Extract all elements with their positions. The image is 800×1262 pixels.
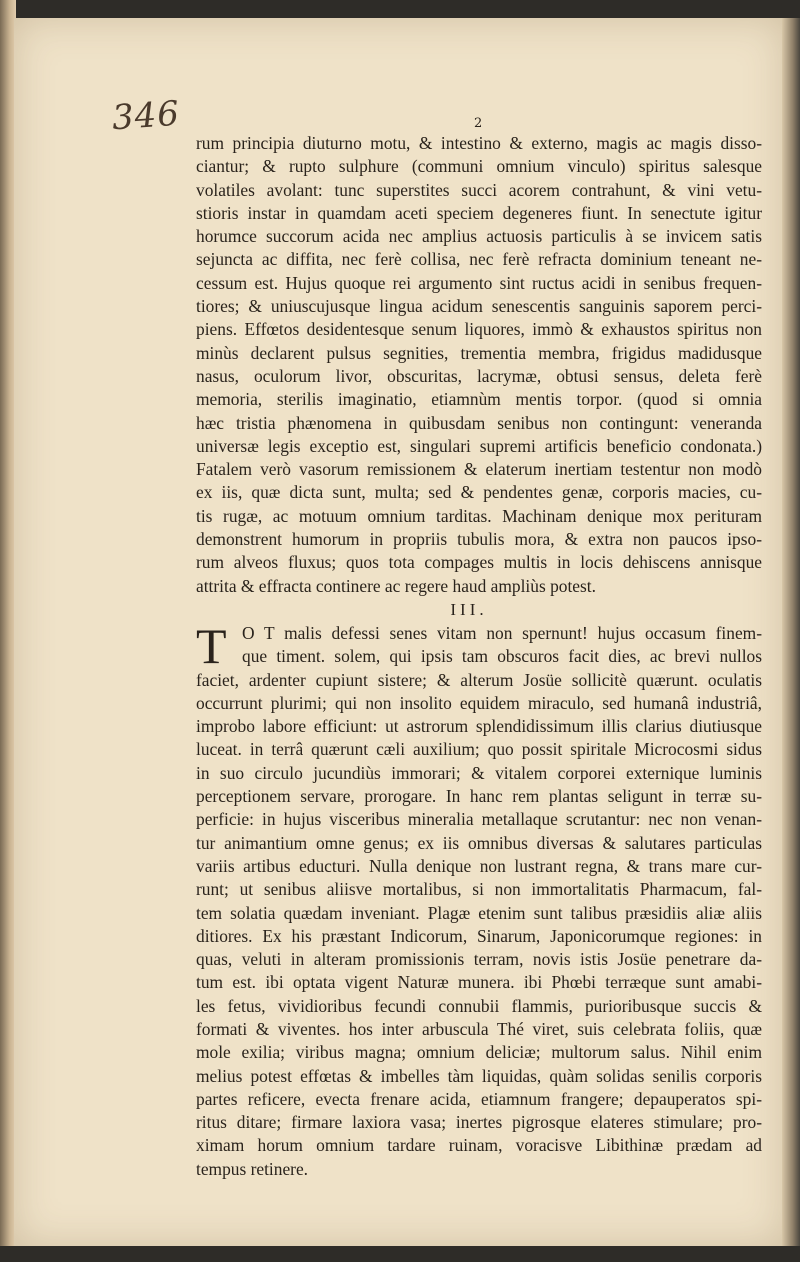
text-line: melius potest effœtas & imbelles tàm liquidas, quàm solidas senilis corporis [196,1065,762,1086]
text-line: universæ legis exceptio est, singulari supremi artificis beneficio condonata.) [196,435,762,456]
text-line: ciantur; & rupto sulphure (communi omnium vinculo) spiritus salesque [196,156,762,177]
text-line: O T malis defessi senes vitam non spernunt! hujus occasum finem- [242,622,762,643]
text-line: ex iis, quæ dicta sunt, multa; sed & pendentes genæ, corporis macies, cu- [196,482,762,503]
scan-bottom-border [0,1246,800,1262]
text-line: ditiores. Ex his præstant Indicorum, Sinarum, Japonicorumque regiones: in [196,925,762,946]
text-line: horumce succorum acida nec amplius actuosis particulis à se invicem satis [196,226,762,247]
text-line: memoria, sterilis imaginatio, etiamnùm mentis torpor. (quod si omnia [196,389,762,410]
text-line: tis rugæ, ac motuum omnium tarditas. Machinam denique mox perituram [196,505,762,526]
page-edge-shadow [782,18,800,1246]
text-line: luceat. in terrâ quærunt cæli auxilium; quo possit spiritale Microcosmi sidus [196,739,762,760]
text-line: rum alveos fluxus; quos tota compages multis in locis dehiscens annisque [196,552,762,573]
text-line: demonstrent humorum in propriis tubulis mora, & extra non paucos ipso- [196,529,762,550]
text-line: ritus ditare; firmare laxiora vasa; inertes pigrosque elateres stimulare; pro- [196,1112,762,1133]
text-line: attrita & effracta continere ac regere haud ampliùs potest. [196,575,596,596]
section-three-text [196,617,762,1181]
text-line: cessum est. Hujus quoque rei argumento sint ructus acidi in senibus frequen- [196,272,762,293]
text-line: variis artibus educturi. Nulla denique non lustrant regna, & trans mare cur- [196,855,762,876]
text-line: quas, veluti in alteram promissionis terram, novis istis Josüe penetrare da- [196,949,762,970]
text-line: tempus retinere. [196,1158,309,1179]
text-line: formati & viventes. hos inter arbuscula Thé viret, suis celebrata foliis, quæ [196,1018,762,1039]
text-line: hæc tristia phænomena in quibusdam senibus non contingunt: veneranda [196,412,762,433]
text-line: occurrunt plurimi; qui non insolito equidem miraculo, sed humanâ industriâ, [196,692,762,713]
text-line: rum principia diuturno motu, & intestino & externo, magis ac magis disso- [196,133,762,153]
text-line: tiores; & uniuscujusque lingua acidum senescentis sanguinis saporem perci- [196,296,762,317]
text-line: in suo circulo jucundiùs immorari; & vitalem corporei externique luminis [196,762,762,783]
drop-capital: T [196,617,227,674]
text-line: que timent. solem, qui ipsis tam obscuros facit dies, ac brevi nullos [242,646,762,667]
scan-top-border [0,0,800,20]
text-line: volatiles avolant: tunc superstites succi acorem contrahunt, & vini vetu- [196,179,762,200]
text-line: faciet, ardenter cupiunt sistere; & alterum Josüe sollicitè quærunt. oculatis [196,669,762,690]
text-line: perceptionem servare, prorogare. In hanc rem plantas seligunt in terræ su- [196,786,762,807]
text-line: Fatalem verò vasorum remissionem & elaterum inertiam testentur non modò [196,459,762,480]
section-continued-text [196,132,762,598]
section-three [196,617,762,1181]
text-line: tem solatia quædam inveniant. Plagæ etenim sunt talibus præsidiis aliæ aliis [196,902,762,923]
text-line: improbo labore efficiunt: ut astrorum splendidissimum illis clarius diutiusque [196,716,762,737]
text-line: stioris instar in quamdam aceti speciem degeneres fiunt. In senectute igitur [196,202,762,223]
text-line: ximam horum omnium tardare ruinam, voracisve Libithinæ prædam ad [196,1135,762,1156]
text-line: mole exilia; viribus magna; omnium deliciæ; multorum salus. Nihil enim [196,1042,762,1063]
signature-mark: 2 [474,116,483,131]
text-line: piens. Effœtos desidentesque senum liquores, immò & exhaustos spiritus non [196,319,762,340]
text-line: runt; ut senibus aliisve mortalibus, si non immortalitatis Pharmacum, fal- [196,879,762,900]
text-line: tur animantium omne genus; ex iis omnibus diversas & salutares particulas [196,832,762,853]
text-line: sejuncta ac diffita, nec ferè collisa, nec ferè refracta dominium teneant ne- [196,249,762,270]
text-line: nasus, oculorum livor, obscuritas, lacrymæ, obtusi sensus, deleta ferè [196,365,762,386]
text-line: perficie: in hujus visceribus mineralia metallaque scrutantur: nec non venan- [196,809,762,830]
handwritten-page-number: 346 [110,93,182,139]
text-line: partes reficere, evecta frenare acida, etiamnum frangere; depauperatos spi- [196,1088,762,1109]
text-line: minùs declarent pulsus segnities, trementia membra, frigidus madidusque [196,342,762,363]
text-line: les fetus, vividioribus fecundi connubii flammis, purioribusque succis & [196,995,762,1016]
section-heading: III. [450,599,488,619]
page-text [196,132,762,1181]
text-line: tum est. ibi optata vigent Naturæ munera. ibi Phœbi terræque sunt amabi- [196,972,762,993]
